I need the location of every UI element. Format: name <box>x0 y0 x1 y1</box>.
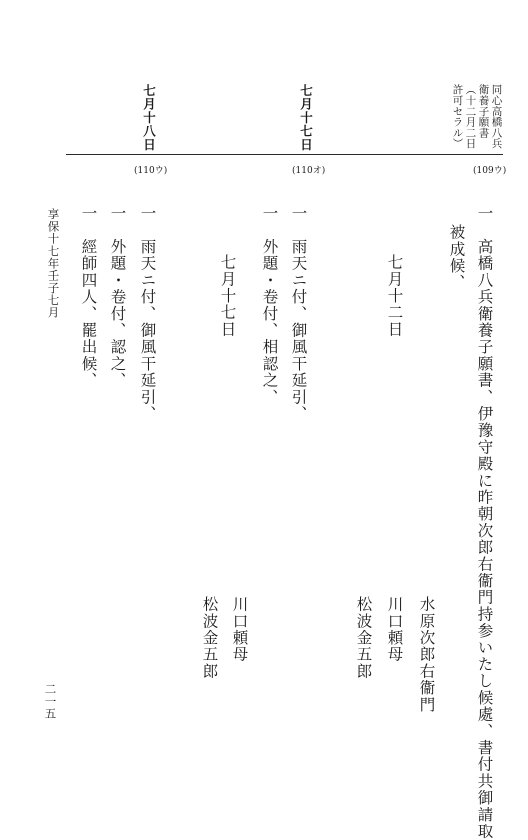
ref-num-110o: (110オ) <box>292 166 326 176</box>
entry-line: 一 雨天ニ付、御風干延引、 <box>138 205 157 423</box>
signature-name: 松波金五郎 <box>354 596 373 680</box>
era-label: 享保十七年壬子七月 <box>46 208 61 319</box>
header-note-line-1: 同心高橋八兵 <box>490 84 503 149</box>
entry-line: 一 外題・卷付、相認之、 <box>260 205 279 406</box>
header-note-line-2: 衛養子願書 <box>477 84 490 138</box>
signature-name: 松波金五郎 <box>200 596 219 680</box>
header-date-0717: 七月十七日 <box>298 84 314 152</box>
header-note-line-4: 許可セラル） <box>451 84 464 149</box>
ref-num-109u: (109ウ) <box>473 166 507 176</box>
header-date-0718: 七月十八日 <box>141 84 157 152</box>
header-rule <box>66 154 503 155</box>
entry-line-continuation: 被成候、 <box>447 224 466 291</box>
signature-name: 川口頼母 <box>385 596 404 663</box>
ref-num-110u: (110ウ) <box>134 166 168 176</box>
entry-date: 七月十二日 <box>385 254 404 338</box>
entry-line: 一 外題・卷付、認之、 <box>108 205 127 389</box>
signature-name: 川口頼母 <box>230 596 249 663</box>
entry-date: 七月十七日 <box>218 254 237 338</box>
page-number: 二一五 <box>43 683 58 720</box>
entry-line: 一 雨天ニ付、御風干延引、 <box>289 205 308 423</box>
header-note-line-3: （十二月二日 <box>464 84 477 149</box>
entry-line: 一 高橋八兵衛養子願書、伊豫守殿に昨朝次郎右衞門持参いたし候處、書付共御請取 <box>475 205 494 840</box>
signature-name: 水原次郎右衞門 <box>417 596 436 713</box>
entry-line: 一 經師四人、罷出候、 <box>79 205 98 389</box>
